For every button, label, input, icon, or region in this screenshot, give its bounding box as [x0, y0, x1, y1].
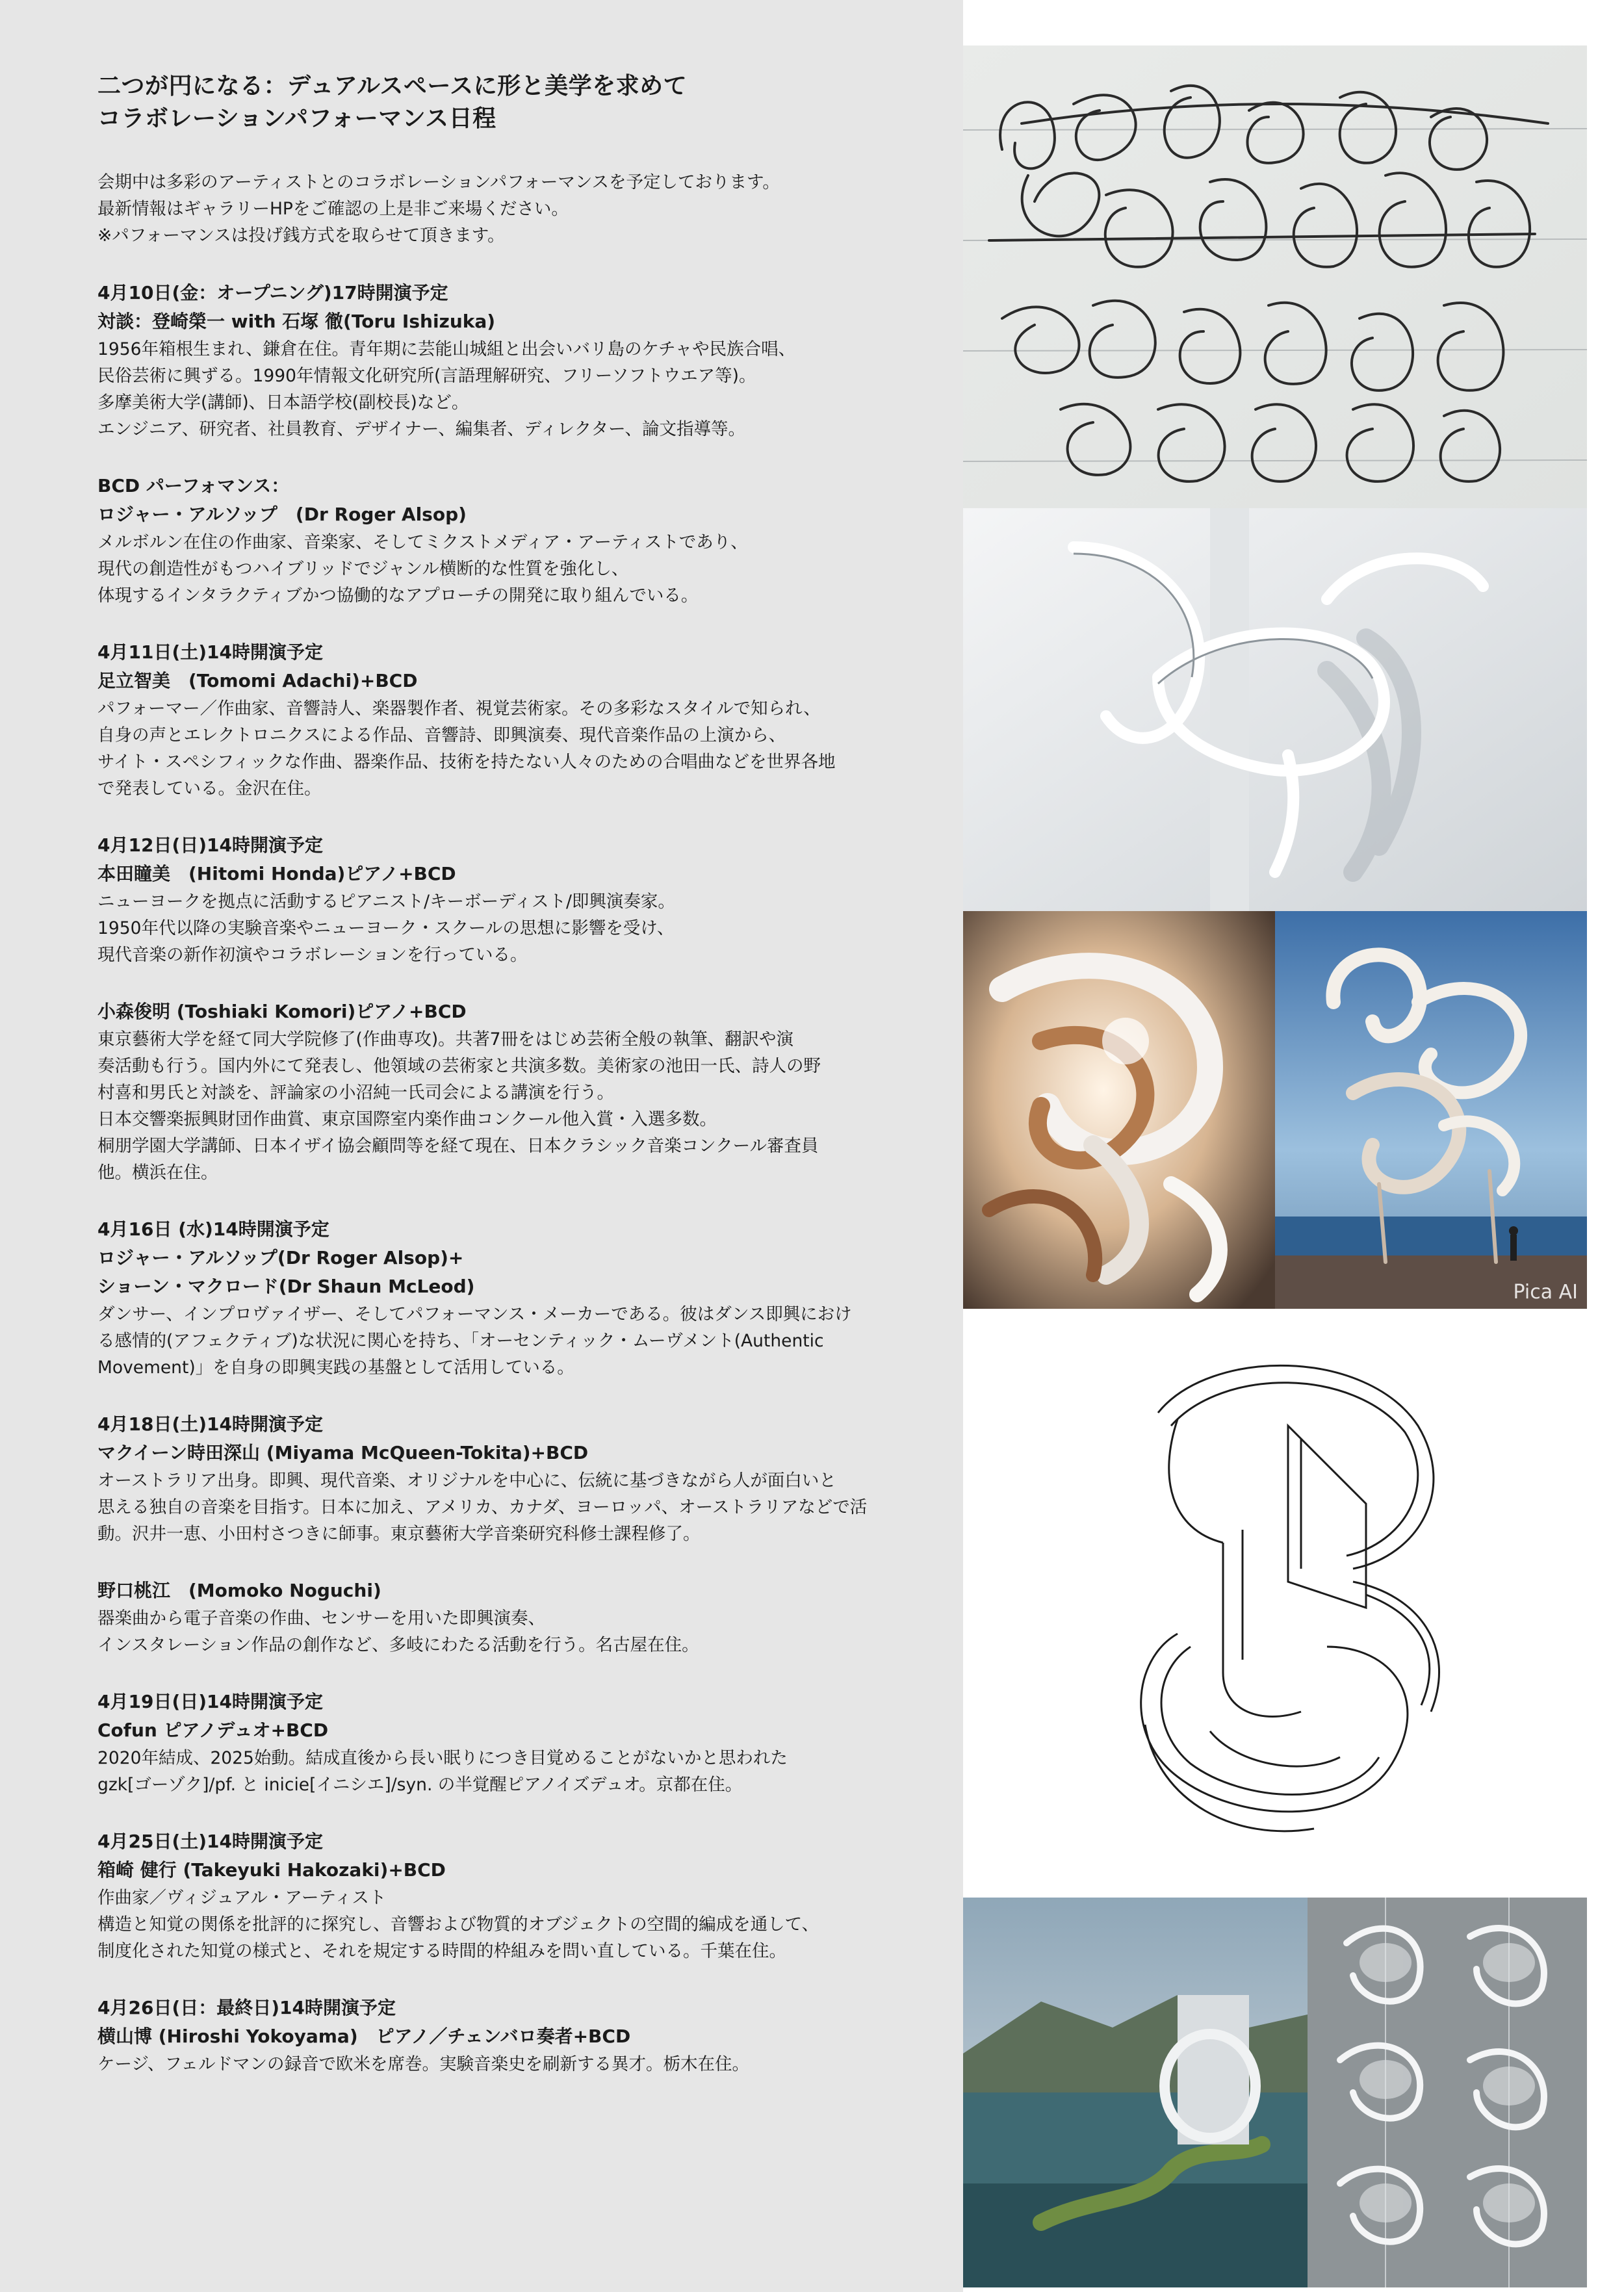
- description-line: サイト・スペシフィックな作曲、器楽作品、技術を持たない人々のための合唱曲などを世界各地: [97, 752, 836, 772]
- landscape-sculpture-image: [963, 1898, 1308, 2287]
- performer-heading: マクイーン時田深山 (Miyama McQueen-Tokita)+BCD: [97, 1442, 589, 1463]
- description-line: オーストラリア出身。即興、現代音楽、オリジナルを中心に、伝統に基づきながら人が面白いと: [97, 1471, 836, 1491]
- title-line-1: 二つが円になる：デュアルスペースに形と美学を求めて: [97, 73, 688, 99]
- section-heading: 4月12日(日)14時開演予定: [97, 834, 324, 856]
- section-heading: 4月19日(日)14時開演予定: [97, 1691, 324, 1712]
- title-line-2: コラボレーションパフォーマンス日程: [97, 105, 496, 132]
- performer-heading: ロジャー・アルソップ (Dr Roger Alsop): [97, 504, 467, 525]
- description-line: インスタレーション作品の創作など、多岐にわたる活動を行う。名古屋在住。: [97, 1635, 699, 1655]
- line-drawing-image: [963, 1309, 1587, 1898]
- section-heading: 4月25日(土)14時開演予定: [97, 1831, 324, 1852]
- description-line: 1956年箱根生まれ、鎌倉在住。青年期に芸能山城組と出会いバリ島のケチャや民族合唱、: [97, 339, 796, 359]
- description-line: 器楽曲から電子音楽の作曲、センサーを用いた即興演奏、: [97, 1608, 545, 1629]
- description-line: で発表している。金沢在住。: [97, 779, 322, 799]
- description-line: 思える独自の音楽を目指す。日本に加え、アメリカ、カナダ、ヨーロッパ、オーストラリアなどで活: [97, 1497, 868, 1517]
- description-line: エンジニア、研究者、社員教育、デザイナー、編集者、ディレクター、論文指導等。: [97, 419, 746, 439]
- performance-section: [97, 998, 955, 1186]
- description-line: 他。横浜在住。: [97, 1163, 218, 1183]
- section-heading: 4月18日(土)14時開演予定: [97, 1413, 324, 1435]
- description-line: る感情的(アフェクティブ)な状況に関心を持ち、「オーセンティック・ムーヴメント(Authentic: [97, 1331, 824, 1351]
- performance-section: [97, 1410, 955, 1547]
- description-line: 奏活動も行う。国内外にて発表し、他領域の芸術家と共演多数。美術家の池田一氏、詩人の野: [97, 1056, 821, 1076]
- performance-section: [97, 1827, 955, 1964]
- section-heading: 4月11日(土)14時開演予定: [97, 641, 324, 663]
- description-line: ダンサー、インプロヴァイザー、そしてパフォーマンス・メーカーである。彼はダンス即興におけ: [97, 1304, 852, 1324]
- description-line: 多摩美術大学(講師)、日本語学校(副校長)など。: [97, 393, 469, 413]
- description-line: 1950年代以降の実験音楽やニューヨーク・スクールの思想に影響を受け、: [97, 918, 675, 938]
- section-heading: 小森俊明 (Toshiaki Komori)ピアノ+BCD: [97, 1001, 467, 1022]
- page-title: [97, 70, 955, 135]
- schedule-content: [97, 70, 955, 2107]
- description-line: 民俗芸術に興ずる。1990年情報文化研究所(言語理解研究、フリーソフトウエア等)。: [97, 366, 756, 386]
- intro-text: [97, 169, 955, 249]
- performer-heading: 横山博 (Hiroshi Yokoyama) ピアノ／チェンバロ奏者+BCD: [97, 2026, 631, 2047]
- section-heading: 野口桃江 (Momoko Noguchi): [97, 1580, 381, 1601]
- performer-heading: ロジャー・アルソップ(Dr Roger Alsop)+: [97, 1247, 464, 1268]
- section-heading: BCD パーフォマンス：: [97, 475, 290, 496]
- description-line: メルボルン在住の作曲家、音楽家、そしてミクストメディア・アーティストであり、: [97, 532, 748, 552]
- intro-line: ※パフォーマンスは投げ銭方式を取らせて頂きます。: [97, 225, 505, 246]
- hanging-sculptures-image: [1308, 1898, 1587, 2287]
- ribbon-sculpture-seaside-image: [1275, 911, 1587, 1309]
- white-sculpture-image: [963, 508, 1587, 911]
- performer-heading: ショーン・マクロード(Dr Shaun McLeod): [97, 1276, 475, 1297]
- description-line: 体現するインタラクティブかつ協働的なアプローチの開発に取り組んでいる。: [97, 586, 699, 606]
- description-line: 現代の創造性がもつハイブリッドでジャンル横断的な性質を強化し、: [97, 559, 629, 579]
- performance-section: [97, 831, 955, 968]
- performer-heading: 本田瞳美 (Hitomi Honda)ピアノ+BCD: [97, 863, 456, 884]
- section-heading: 4月16日 (水)14時開演予定: [97, 1218, 329, 1240]
- performance-section: [97, 279, 955, 443]
- description-line: 日本交響楽振興財団作曲賞、東京国際室内楽作曲コンクール他入賞・入選多数。: [97, 1109, 717, 1129]
- description-line: gzk[ゴーゾク]/pf. と inicie[イニシエ]/syn. の半覚醒ピアノイズデュオ。京都在住。: [97, 1775, 743, 1795]
- performance-section: [97, 472, 955, 609]
- section-heading: 4月10日(金：オープニング)17時開演予定: [97, 282, 448, 303]
- description-line: 現代音楽の新作初演やコラボレーションを行っている。: [97, 945, 528, 965]
- description-line: 2020年結成、2025始動。結成直後から長い眠りにつき目覚めることがないかと思われた: [97, 1748, 788, 1768]
- description-line: 村喜和男氏と対談を、評論家の小沼純一氏司会による講演を行う。: [97, 1083, 614, 1103]
- intro-line: 最新情報はギャラリーHPをご確認の上是非ご来場ください。: [97, 199, 569, 219]
- description-line: 東京藝術大学を経て同大学院修了(作曲専攻)。共著7冊をはじめ芸術全般の執筆、翻訳や演: [97, 1029, 794, 1049]
- performance-section: [97, 1215, 955, 1381]
- performer-heading: 対談：登崎榮一 with 石塚 徹(Toru Ishizuka): [97, 311, 496, 332]
- description-line: 自身の声とエレクトロニクスによる作品、音響詩、即興演奏、現代音楽作品の上演から、: [97, 725, 786, 745]
- section-heading: 4月26日(日：最終日)14時開演予定: [97, 1997, 396, 2018]
- description-line: 制度化された知覚の様式と、それを規定する時間的枠組みを問い直している。千葉在住。: [97, 1941, 786, 1961]
- performance-section: [97, 1577, 955, 1658]
- performer-heading: Cofun ピアノデュオ+BCD: [97, 1719, 329, 1741]
- glass-sculpture-image: [963, 911, 1275, 1309]
- description-line: 動。沢井一恵、小田村さつきに師事。東京藝術大学音楽研究科修士課程修了。: [97, 1524, 701, 1544]
- description-line: 構造と知覚の関係を批評的に探究し、音響および物質的オブジェクトの空間的編成を通して、: [97, 1914, 819, 1935]
- performer-heading: 箱崎 健行 (Takeyuki Hakozaki)+BCD: [97, 1859, 446, 1881]
- description-line: Movement)」を自身の即興実践の基盤として活用している。: [97, 1358, 574, 1378]
- description-line: ケージ、フェルドマンの録音で欧米を席巻。実験音楽史を刷新する異才。栃木在住。: [97, 2054, 750, 2074]
- description-line: 桐朋学園大学講師、日本イザイ協会顧問等を経て現在、日本クラシック音楽コンクール審査員: [97, 1136, 819, 1156]
- description-line: 作曲家／ヴィジュアル・アーティスト: [97, 1888, 387, 1908]
- performance-section: [97, 1994, 955, 2078]
- pencil-drawing-image: [963, 45, 1587, 508]
- description-line: パフォーマー／作曲家、音響詩人、楽器製作者、視覚芸術家。その多彩なスタイルで知られ、: [97, 699, 821, 719]
- performance-section: [97, 1688, 955, 1798]
- performance-schedule: [97, 279, 955, 2078]
- performance-section: [97, 638, 955, 802]
- performer-heading: 足立智美 (Tomomi Adachi)+BCD: [97, 670, 418, 691]
- description-line: ニューヨークを拠点に活動するピアニスト/キーボーディスト/即興演奏家。: [97, 892, 675, 912]
- intro-line: 会期中は多彩のアーティストとのコラボレーションパフォーマンスを予定しております。: [97, 172, 780, 192]
- image-watermark: Pica AI: [1513, 1281, 1578, 1304]
